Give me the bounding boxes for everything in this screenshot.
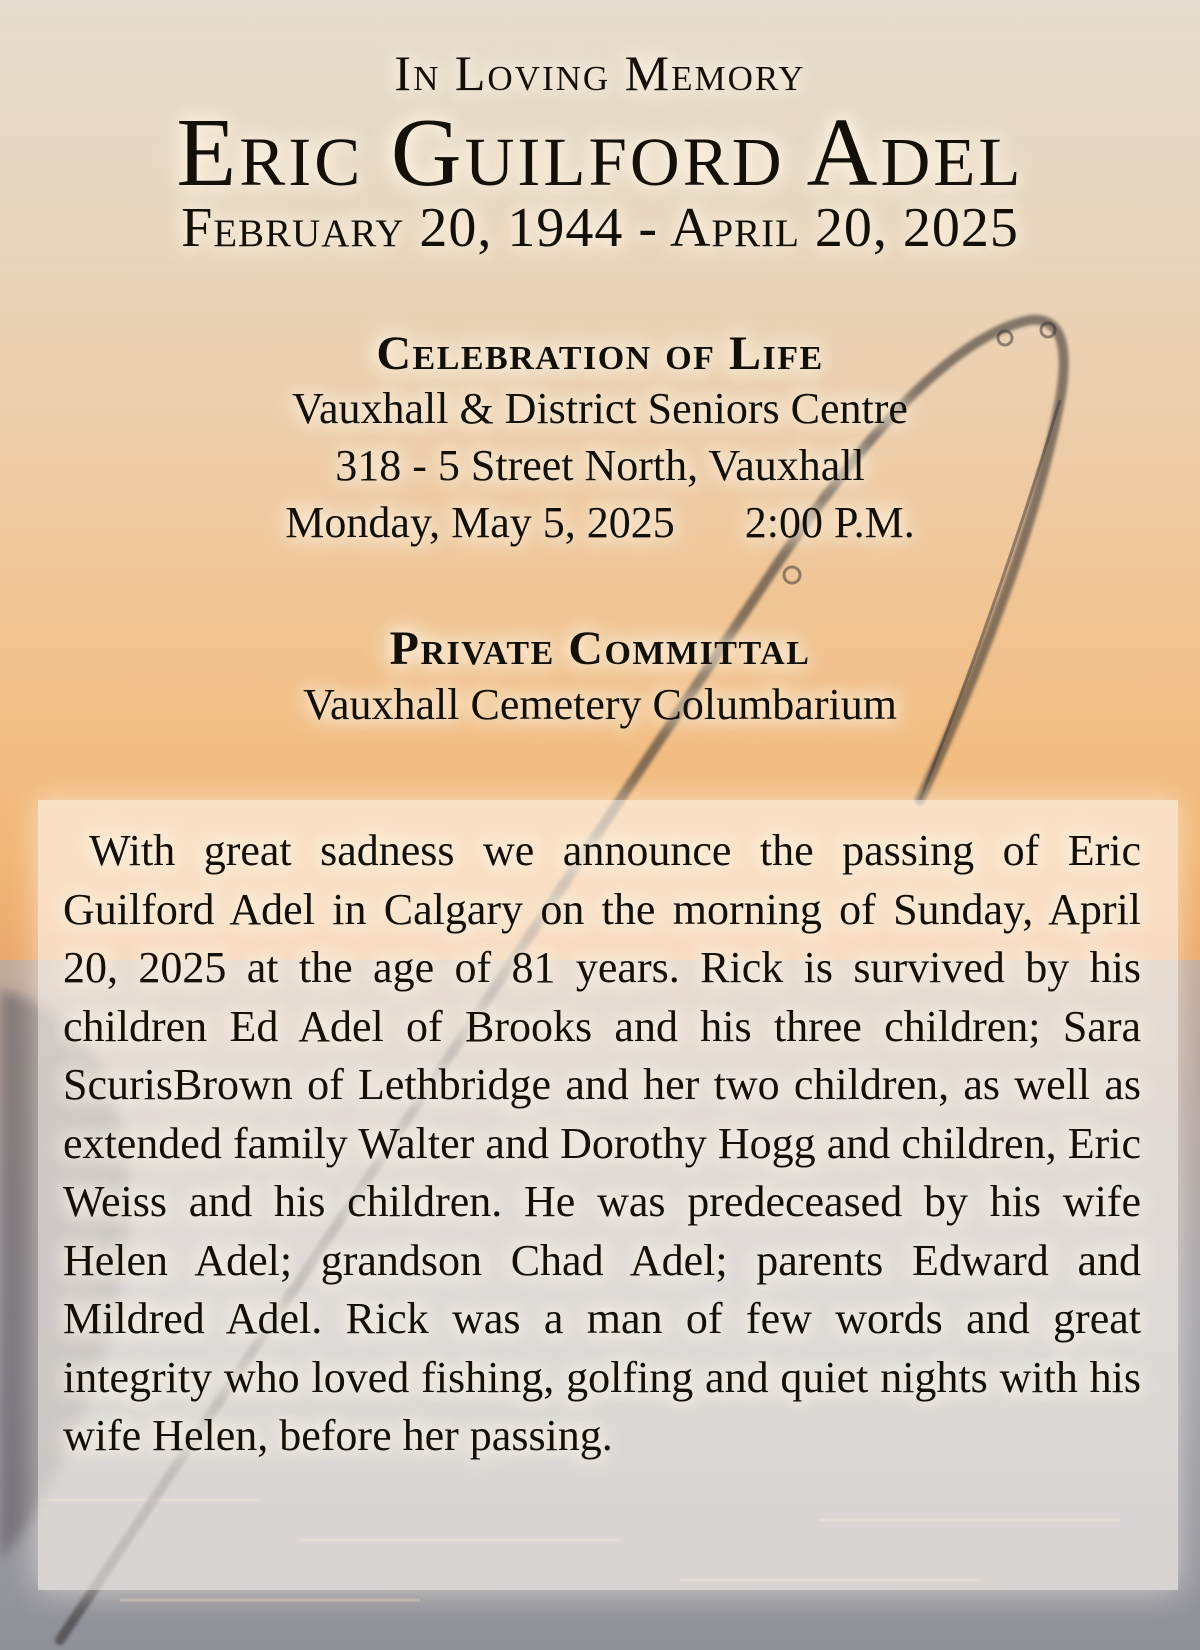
celebration-heading: Celebration of Life: [376, 327, 824, 380]
committal-heading: Private Committal: [389, 622, 811, 675]
life-dates: February 20, 1944 - April 20, 2025: [181, 197, 1019, 259]
committal-location: Vauxhall Cemetery Columbarium: [303, 680, 897, 729]
obituary-text: With great sadness we announce the passing of Eric Guilford Adel in Calgary on the morning of Sunday, April 20, 2025 at the age of 81 years. Rick is survived by his children Ed Adel of Brooks and his three children; Sara ScurisBrown of Lethbridge and her two children, as well as extended family Walter and Dorothy Hogg and children, Eric Weiss and his children. He was predeceased by his wife Helen Adel; grandson Chad Adel; parents Edward and Mildred Adel. Rick was a man of few words and great integrity who loved fishing, golfing and quiet nights with his wife Helen, before her passing.: [63, 826, 1141, 1460]
deceased-name: Eric Guilford Adel: [176, 99, 1024, 207]
celebration-date: Monday, May 5, 2025: [285, 498, 675, 547]
celebration-time: 2:00 P.M.: [744, 498, 915, 547]
memory-label: In Loving Memory: [394, 45, 806, 101]
celebration-venue: Vauxhall & District Seniors Centre: [292, 384, 908, 433]
celebration-datetime: [0, 498, 1200, 547]
celebration-address: 318 - 5 Street North, Vauxhall: [335, 441, 865, 490]
